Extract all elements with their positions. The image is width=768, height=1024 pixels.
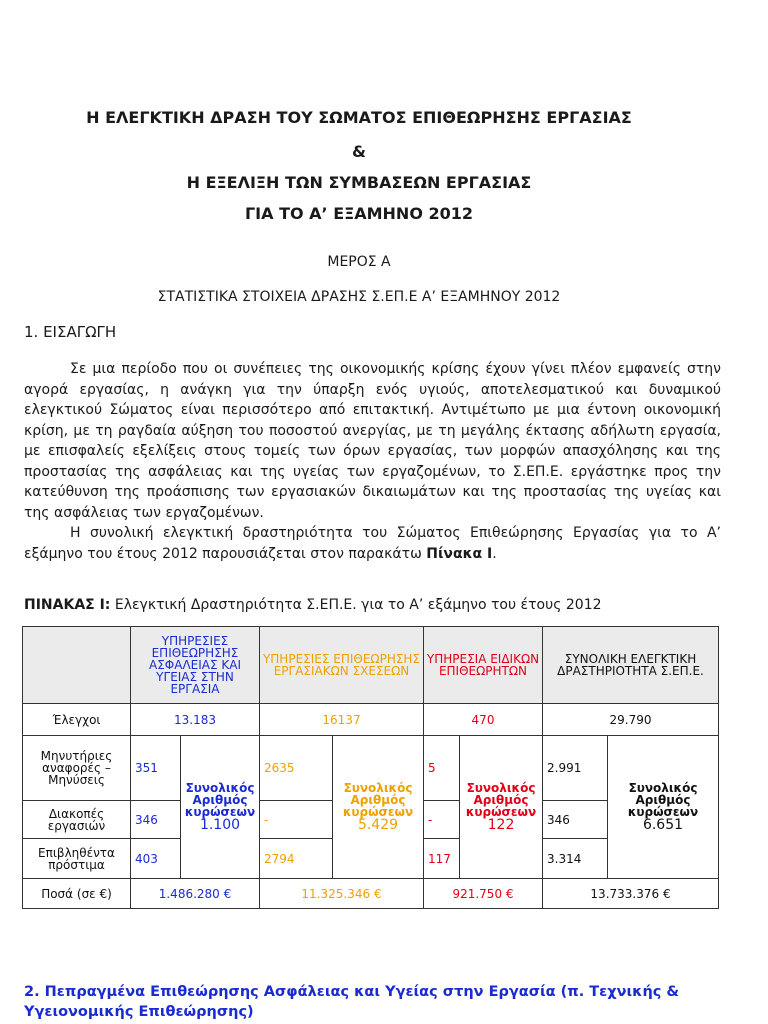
fines-safety-value: 403 [131,839,181,879]
doc-title-line-1: Η ΕΛΕΓΚΤΙΚΗ ΔΡΑΣΗ ΤΟΥ ΣΩΜΑΤΟΣ ΕΠΙΘΕΩΡΗΣΗΣ ΕΡΓΑΣΙΑΣ [86,108,632,127]
doc-title-line-3: Η ΕΞΕΛΙΞΗ ΤΩΝ ΣΥΜΒΑΣΕΩΝ ΕΡΓΑΣΙΑΣ [186,173,532,192]
table-row-notices [23,736,719,801]
stops-total-value: 346 [543,801,608,839]
table-caption [24,597,602,613]
inspections-labour-value: 16137 [260,704,424,736]
fines-labour-value: 2794 [260,839,333,879]
special-sanctions-total [460,736,543,879]
inspections-special-value: 470 [424,704,543,736]
header-special-inspectors: ΥΠΗΡΕΣΙΑ ΕΙΔΙΚΩΝ ΕΠΙΘΕΩΡΗΤΩΝ [424,627,543,704]
safety-sanctions-label: Συνολικός Αριθμός κυρώσεων [184,780,256,819]
notices-total-value: 2.991 [543,736,608,801]
table-row-amounts [23,879,719,909]
total-sanctions-label: Συνολικός Αριθμός κυρώσεων [627,780,699,819]
intro-paragraph: Σε μια περίοδο που οι συνέπειες της οικονομικής κρίσης έχουν γίνει πλέον εμφανείς στην αγορά εργασίας, η ανάγκη για την ύπαρξη ενός υγιούς, αποτελεσματικού και δυναμικού ελεγκτικού Σώματος είναι περισσότερο από επιτακτική. Αντιμέτωπο με μια έντονη οικονομική κρίση, με τη ραγδαία αύξηση του ποσοστού ανεργίας, με τη μεγάλης έκτασης αδήλωτη εργασία, με επισφαλείς εξελίξεις στους τομείς των όρων εργασίας, των μορφών απασχόλησης και της προστασίας της ασφάλειας και της υγείας των εργαζομένων, το Σ.ΕΠ.Ε. εργάστηκε προς την κατεύθυνση της προάσπισης των εργασιακών δικαιωμάτων και της προστασίας της υγείας και της ασφάλειας των εργαζομένων. [24,361,721,521]
special-sanctions-value: 122 [487,816,515,833]
inspections-total-value: 29.790 [543,704,719,736]
inspection-activity-table [22,626,719,909]
amounts-labour-value: 11.325.346 € [260,879,424,909]
stops-special-value: - [424,801,460,839]
total-sanctions [608,736,719,879]
header-empty-cell [23,627,131,704]
labour-sanctions-total [333,736,424,879]
section-2-heading: 2. Πεπραγμένα Επιθεώρησης Ασφάλειας και Υγείας στην Εργασία (π. Τεχνικής & Υγειονομικής Επιθεώρησης) [24,984,680,1020]
inspections-safety-value: 13.183 [131,704,260,736]
stops-labour-value: - [260,801,333,839]
labour-sanctions-value: 5.429 [357,816,399,833]
row-label-inspections: Έλεγχοι [23,704,131,736]
table-reference: Πίνακα Ι [426,545,493,562]
labour-sanctions-label: Συνολικός Αριθμός κυρώσεων [342,780,414,819]
table-row-inspections [23,704,719,736]
header-safety-services: ΥΠΗΡΕΣΙΕΣ ΕΠΙΘΕΩΡΗΣΗΣ ΑΣΦΑΛΕΙΑΣ ΚΑΙ ΥΓΕΙΑΣ ΣΤΗΝ ΕΡΓΑΣΙΑ [131,627,260,704]
row-label-amounts: Ποσά (σε €) [23,879,131,909]
row-label-work-stops: Διακοπές εργασιών [23,801,131,839]
intro-paragraph-2-end: . [492,545,497,562]
doc-title-line-4: ΓΙΑ ΤΟ Α’ ΕΞΑΜΗΝΟ 2012 [244,204,474,223]
safety-sanctions-total [181,736,260,879]
intro-paragraph-2-text: Η συνολική ελεγκτική δραστηριότητα του Σώματος Επιθεώρησης Εργασίας για το Α’ εξάμηνο του έτους 2012 παρουσιάζεται στον παρακάτω [24,525,721,562]
total-sanctions-value: 6.651 [642,816,684,833]
notices-special-value: 5 [424,736,460,801]
stats-subtitle: ΣΤΑΤΙΣΤΙΚΑ ΣΤΟΙΧΕΙΑ ΔΡΑΣΗΣ Σ.ΕΠ.Ε Α’ ΕΞΑΜΗΝΟΥ 2012 [157,289,561,305]
header-labour-services: ΥΠΗΡΕΣΙΕΣ ΕΠΙΘΕΩΡΗΣΗΣ ΕΡΓΑΣΙΑΚΩΝ ΣΧΕΣΕΩΝ [260,627,424,704]
notices-labour-value: 2635 [260,736,333,801]
doc-title-line-2: & [352,142,366,161]
amounts-safety-value: 1.486.280 € [131,879,260,909]
table-caption-label: ΠΙΝΑΚΑΣ Ι: [24,597,111,613]
special-sanctions-label: Συνολικός Αριθμός κυρώσεων [465,780,537,819]
table-caption-text: Ελεγκτική Δραστηριότητα Σ.ΕΠ.Ε. για το Α’ εξάμηνο του έτους 2012 [110,597,602,613]
notices-safety-value: 351 [131,736,181,801]
stops-safety-value: 346 [131,801,181,839]
row-label-notices: Μηνυτήριες αναφορές – Μηνύσεις [23,736,131,801]
part-heading: ΜΕΡΟΣ Α [327,254,391,270]
fines-special-value: 117 [424,839,460,879]
amounts-special-value: 921.750 € [424,879,543,909]
intro-paragraph-2 [24,523,721,564]
safety-sanctions-value: 1.100 [199,816,241,833]
header-total-activity: ΣΥΝΟΛΙΚΗ ΕΛΕΓΚΤΙΚΗ ΔΡΑΣΤΗΡΙΟΤΗΤΑ Σ.ΕΠ.Ε. [543,627,719,704]
row-label-fines: Επιβληθέντα πρόστιμα [23,839,131,879]
section-heading-introduction: 1. ΕΙΣΑΓΩΓΗ [24,323,117,341]
amounts-total-value: 13.733.376 € [543,879,719,909]
fines-total-value: 3.314 [543,839,608,879]
table-header-row [23,627,719,704]
